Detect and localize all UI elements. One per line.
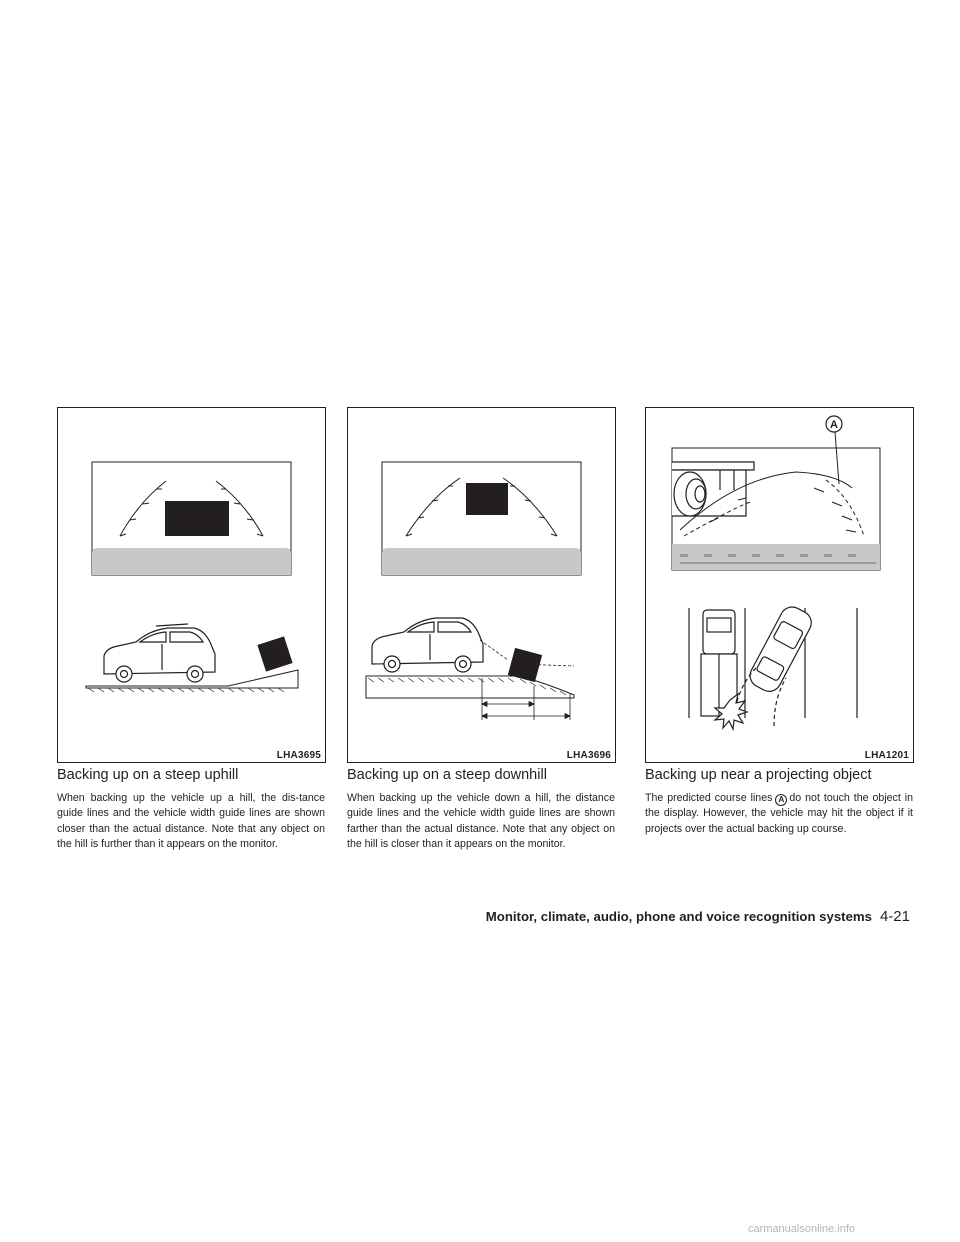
section-body: When backing up the vehicle down a hill, the distance guide lines and the vehicle width guide lines are shown farther than the actual distance. Note that any object on the hill is closer than it appears on the monitor. [347,792,615,851]
section-heading: Backing up near a projecting object [645,767,872,783]
truck-on-screen [672,462,754,516]
page-number: 4-21 [879,908,910,925]
body-text-before: The predicted course lines [645,792,773,804]
page-footer [486,908,910,925]
uphill-illustration [58,408,325,762]
watermark: carmanualsonline.info [748,1223,856,1235]
callout-a-inline: A [775,794,787,806]
section-heading: Backing up on a steep uphill [57,767,239,783]
figure-downhill [347,407,616,763]
object-on-screen [466,483,508,515]
figure-code: LHA3695 [276,750,321,761]
suv-side-view [372,618,483,672]
obstacle-box [257,636,292,671]
section-heading: Backing up on a steep downhill [347,767,547,783]
ground-downhill [366,676,574,698]
section-body [645,791,913,837]
object-on-screen [165,501,229,536]
parking-lot-top-view [689,603,857,729]
section-downhill [347,767,615,853]
figure-code: LHA3696 [566,750,611,761]
figure-uphill [57,407,326,763]
section-uphill [57,767,325,853]
figure-projecting-object [645,407,914,763]
figure-code: LHA1201 [864,750,909,761]
monitor-display [382,462,581,575]
downhill-illustration [348,408,615,762]
body-text-after: do not touch the object in the display. However, the vehicle may hit the object if it projects over the actual backing up course. [645,792,913,835]
section-body: When backing up the vehicle up a hill, the dis-tance guide lines and the vehicle width guide lines are shown closer than the actual distance. Note that any object on the hill is further than it appears on the monitor. [57,792,325,851]
suv-side-view [104,624,215,682]
section-projecting-object [645,767,913,837]
footer-section-title: Monitor, climate, audio, phone and voice recognition systems [485,909,872,924]
projecting-object-illustration [646,408,913,762]
callout-a-label: A [830,419,838,431]
